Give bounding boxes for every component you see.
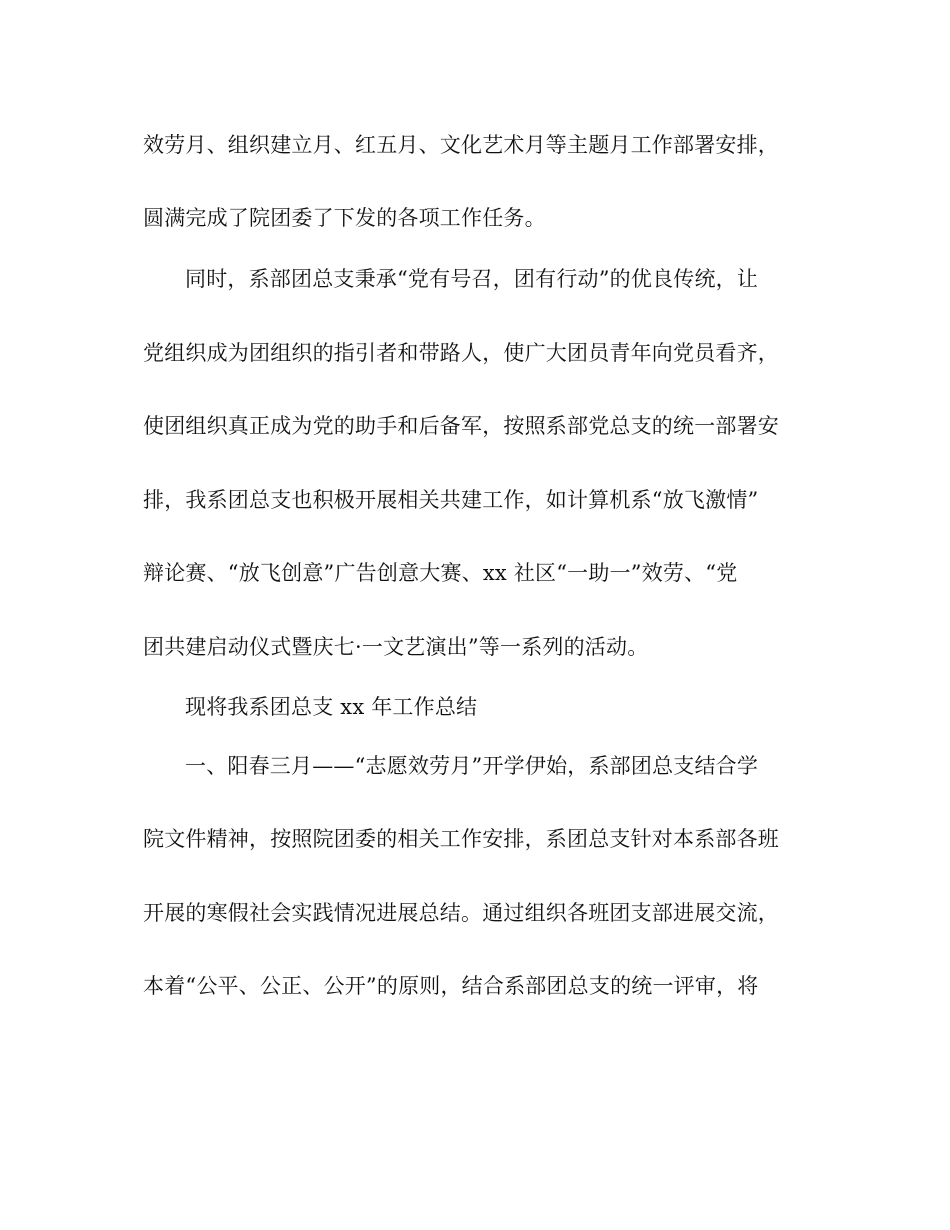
body-text-line: 开展的寒假社会实践情况进展总结。通过组织各班团支部进展交流， <box>143 901 779 925</box>
body-text-line: 院文件精神，按照院团委的相关工作安排，系团总支针对本系部各班 <box>143 827 779 851</box>
section-heading-line: 一、阳春三月——“志愿效劳月”开学伊始，系部团总支结合学 <box>185 754 759 778</box>
body-text-line: 圆满完成了院团委了下发的各项工作任务。 <box>143 206 546 230</box>
body-text-line: 使团组织真正成为党的助手和后备军，按照系部党总支的统一部署安 <box>143 414 779 438</box>
section-intro-line: 现将我系团总支 xx 年工作总结 <box>185 695 478 719</box>
body-text-line: 团共建启动仪式暨庆七·一文艺演出”等一系列的活动。 <box>143 635 649 659</box>
body-text-line: 效劳月、组织建立月、红五月、文化艺术月等主题月工作部署安排， <box>143 133 779 157</box>
paragraph-first-line: 同时，系部团总支秉承“党有号召，团有行动”的优良传统，让 <box>185 267 759 291</box>
body-text-line: 本着“公平、公正、公开”的原则，结合系部团总支的统一评审，将 <box>143 974 759 998</box>
body-text-line: 辩论赛、“放飞创意”广告创意大赛、xx 社区“一助一”效劳、“党 <box>143 561 738 585</box>
body-text-line: 排，我系团总支也积极开展相关共建工作，如计算机系“放飞激情” <box>143 488 759 512</box>
body-text-line: 党组织成为团组织的指引者和带路人，使广大团员青年向党员看齐， <box>143 341 779 365</box>
